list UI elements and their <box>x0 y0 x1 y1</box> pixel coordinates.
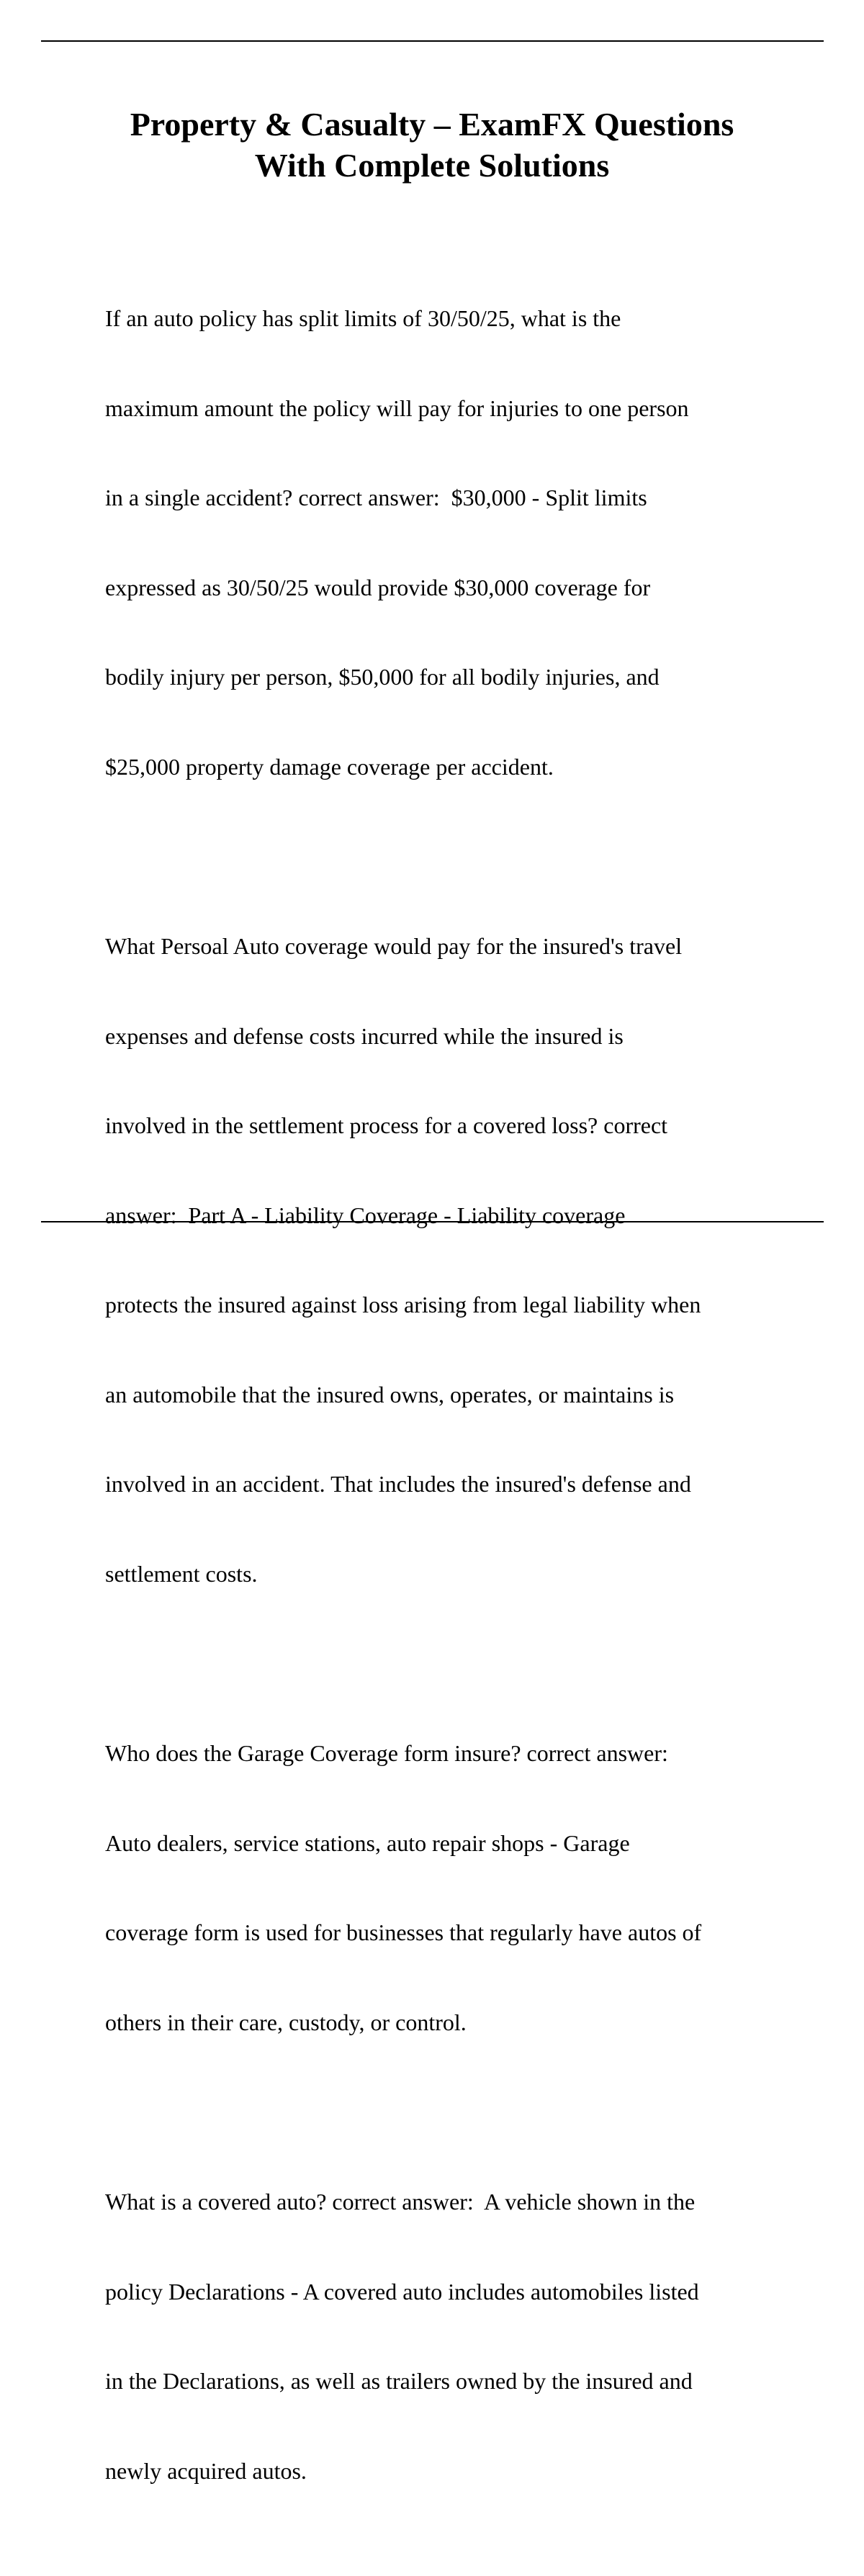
qa-line: bodily injury per person, $50,000 for all bodily injuries, and <box>105 664 660 690</box>
qa-line: policy Declarations - A covered auto includes automobiles listed <box>105 2278 699 2305</box>
top-divider <box>41 40 824 42</box>
bottom-divider <box>41 1221 824 1222</box>
qa-line: newly acquired autos. <box>105 2457 307 2484</box>
qa-line: coverage form is used for businesses that regularly have autos of <box>105 1919 702 1945</box>
qa-line: an automobile that the insured owns, operates, or maintains is <box>105 1381 675 1408</box>
qa-line: involved in the settlement process for a covered loss? correct <box>105 1112 668 1138</box>
qa-line: settlement costs. <box>105 1560 258 1587</box>
qa-line: maximum amount the policy will pay for injuries to one person <box>105 395 689 421</box>
qa-line: expenses and defense costs incurred while the insured is <box>105 1022 624 1049</box>
page-title <box>72 104 792 186</box>
qa-item-personal-auto <box>105 872 796 1649</box>
qa-line: in the Declarations, as well as trailers owned by the insured and <box>105 2368 693 2394</box>
title-line-2: With Complete Solutions <box>254 147 610 184</box>
qa-line: expressed as 30/50/25 would provide $30,000 coverage for <box>105 574 651 600</box>
qa-item-garage-coverage <box>105 1679 796 2097</box>
qa-line: What Persoal Auto coverage would pay for the insured's travel <box>105 933 683 959</box>
qa-line: involved in an accident. That includes the insured's defense and <box>105 1471 691 1497</box>
title-line-1: Property & Casualty – ExamFX Questions <box>130 106 734 143</box>
qa-line: If an auto policy has split limits of 30/50/25, what is the <box>105 305 621 331</box>
qa-list <box>105 244 796 2576</box>
qa-line: protects the insured against loss arising from legal liability when <box>105 1292 701 1318</box>
qa-line: Auto dealers, service stations, auto repair shops - Garage <box>105 1829 630 1856</box>
qa-line: Who does the Garage Coverage form insure? correct answer: <box>105 1740 668 1766</box>
qa-line: $25,000 property damage coverage per accident. <box>105 753 554 780</box>
qa-line: What is a covered auto? correct answer: A vehicle shown in the <box>105 2189 696 2215</box>
qa-line: others in their care, custody, or control. <box>105 2009 467 2035</box>
qa-item-covered-auto <box>105 2127 796 2546</box>
qa-line: answer: Part A - Liability Coverage - Liability coverage <box>105 1202 626 1228</box>
qa-item-split-limits <box>105 244 796 842</box>
qa-line: in a single accident? correct answer: $30,000 - Split limits <box>105 485 647 510</box>
